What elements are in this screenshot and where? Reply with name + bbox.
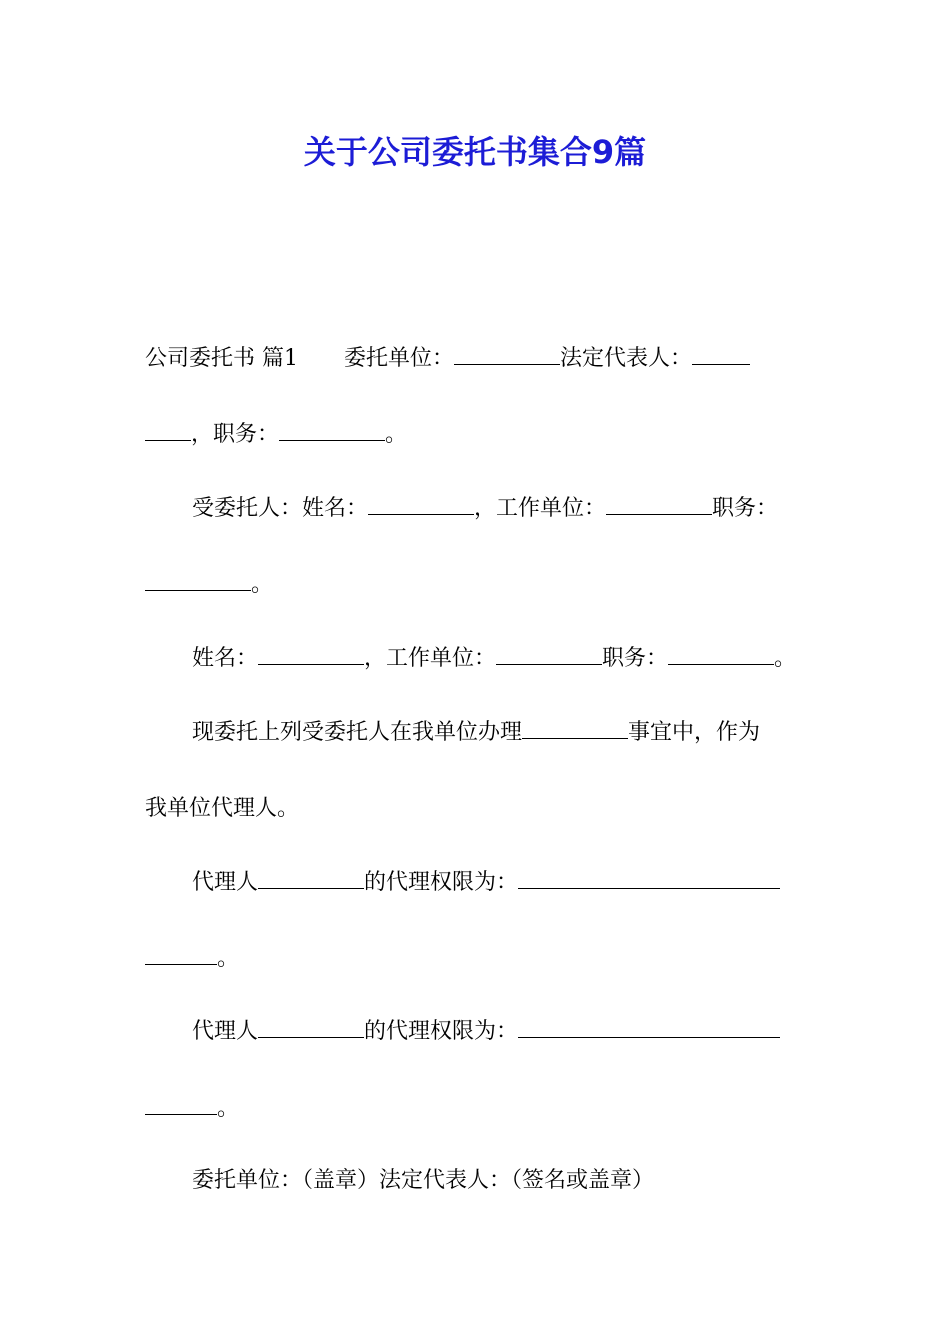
fill-blank (496, 663, 602, 665)
text-segment: 。 (217, 946, 240, 971)
fill-blank (668, 663, 774, 665)
text-segment: ，职务： (191, 422, 280, 447)
text-segment: ，工作单位： (474, 496, 607, 521)
text-segment: 。 (774, 646, 797, 671)
text-segment: 职务： (712, 496, 779, 521)
text-segment: 事宜中，作为 (628, 720, 761, 745)
fill-blank (518, 887, 780, 889)
text-segment: 委托单位： (344, 346, 455, 371)
text-segment: 的代理权限为： (364, 870, 519, 895)
text-segment: 。 (217, 1096, 240, 1121)
fill-blank (279, 439, 385, 441)
fill-blank (258, 663, 364, 665)
document-title: 关于公司委托书集合9篇 (303, 133, 647, 171)
paragraph-line-5 (192, 644, 796, 674)
paragraph-line-4 (145, 570, 273, 600)
paragraph-line-2 (145, 420, 407, 450)
fill-blank (145, 589, 251, 591)
fill-blank (692, 363, 750, 365)
fill-blank (518, 1036, 780, 1038)
fill-blank (145, 439, 191, 441)
text-segment: 。 (385, 422, 408, 447)
paragraph-line-10 (192, 1017, 780, 1047)
text-segment: 我单位代理人。 (145, 796, 300, 821)
paragraph-line-3 (192, 494, 778, 524)
text-segment: 的代理权限为： (364, 1019, 519, 1044)
text-segment: 。 (251, 572, 274, 597)
text-segment: 受委托人：姓名： (192, 496, 369, 521)
text-segment: 法定代表人： (560, 346, 693, 371)
fill-blank (606, 513, 712, 515)
paragraph-line-12 (192, 1166, 654, 1196)
text-segment: 委托单位：（盖章）法定代表人：（签名或盖章） (192, 1168, 655, 1193)
fill-blank (454, 363, 560, 365)
text-segment: 职务： (602, 646, 669, 671)
paragraph-line-11 (145, 1094, 239, 1124)
fill-blank (145, 963, 217, 965)
paragraph-line-9 (145, 944, 239, 974)
text-segment: 代理人 (192, 870, 259, 895)
paragraph-line-8 (192, 868, 780, 898)
paragraph-line-1 (145, 344, 750, 374)
text-segment: 现委托上列受委托人在我单位办理 (192, 720, 523, 745)
fill-blank (258, 1036, 364, 1038)
fill-blank (145, 1113, 217, 1115)
text-segment: 姓名： (192, 646, 259, 671)
text-segment: 代理人 (192, 1019, 259, 1044)
fill-blank (522, 737, 628, 739)
section-heading: 公司委托书 篇1 (145, 346, 298, 371)
paragraph-line-7 (145, 794, 299, 824)
fill-blank (258, 887, 364, 889)
paragraph-line-6 (192, 718, 760, 748)
fill-blank (368, 513, 474, 515)
text-segment: ，工作单位： (364, 646, 497, 671)
